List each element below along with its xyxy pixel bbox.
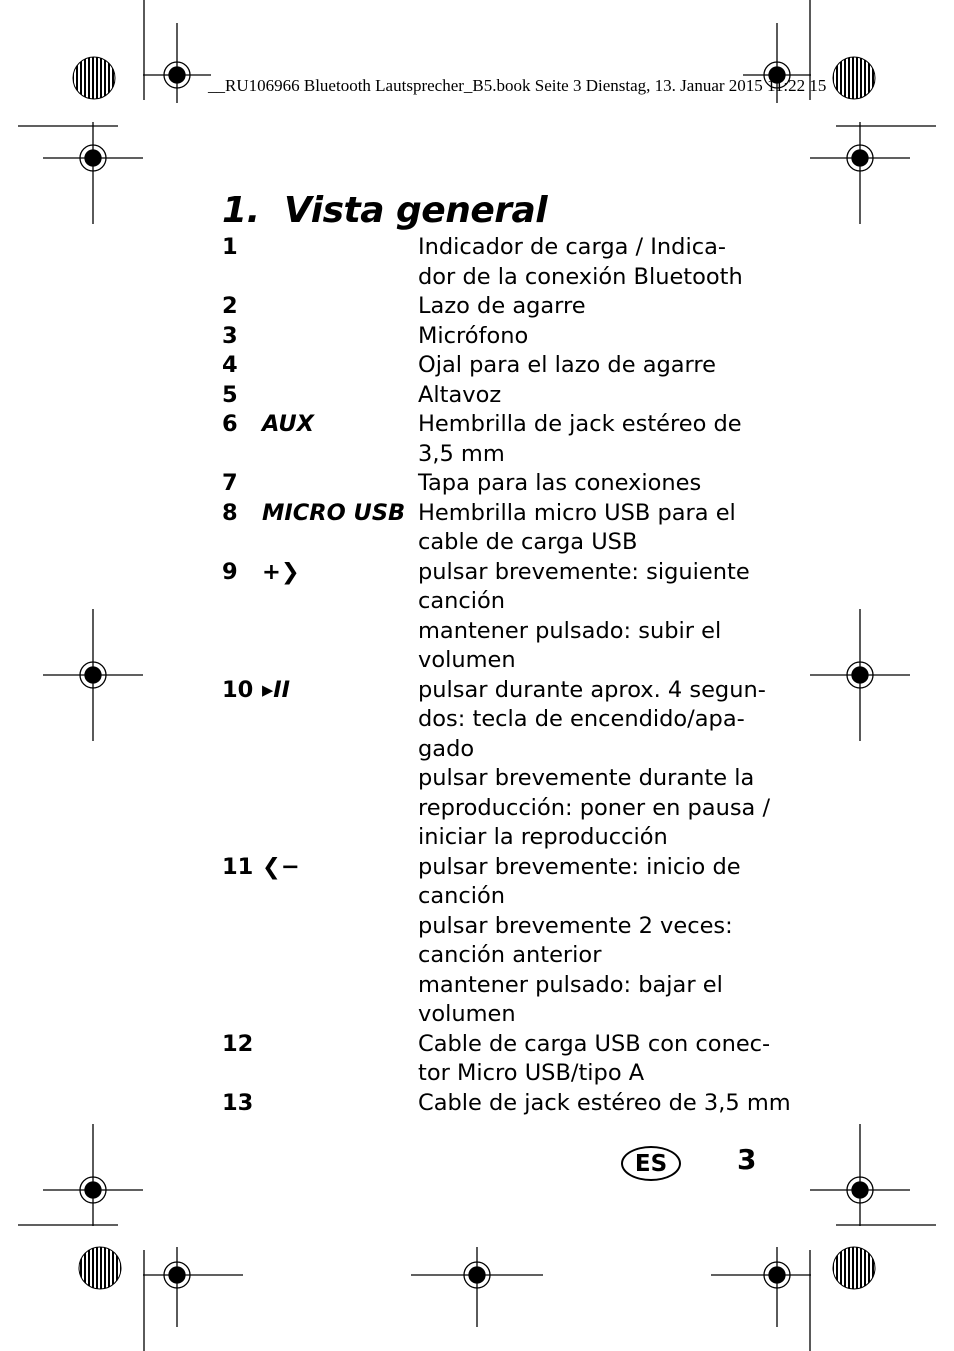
list-item — [222, 322, 762, 352]
item-description — [418, 292, 762, 322]
list-item — [222, 292, 762, 322]
list-item — [222, 853, 762, 1030]
section-number: 1. — [222, 190, 260, 231]
item-symbol — [262, 351, 418, 381]
overview-list — [222, 233, 791, 1118]
item-symbol — [262, 322, 418, 352]
item-symbol: AUX — [262, 411, 315, 437]
description-line: Hembrilla micro USB para el — [418, 499, 736, 526]
item-number: 3 — [222, 322, 238, 349]
description-line: reproducción: poner en pausa / — [418, 794, 771, 821]
description-line: cable de carga USB — [418, 529, 638, 555]
section-title — [222, 190, 547, 231]
item-symbol — [262, 292, 418, 322]
list-item — [222, 1089, 791, 1119]
description-line: pulsar brevemente durante la — [418, 765, 755, 791]
item-symbol: ❮− — [262, 853, 300, 880]
item-description — [418, 233, 762, 292]
list-item — [222, 351, 762, 381]
item-number: 8 — [222, 499, 238, 526]
item-number: 5 — [222, 381, 238, 408]
list-item — [222, 499, 762, 558]
description-line: gado — [418, 735, 475, 762]
description-line: mantener pulsado: subir el — [418, 617, 722, 644]
list-item — [222, 676, 771, 853]
list-item — [222, 410, 762, 469]
list-item — [222, 469, 762, 499]
item-description — [418, 351, 762, 381]
description-line: Tapa para las conexiones — [418, 470, 702, 496]
page-number: 3 — [737, 1143, 757, 1176]
list-item — [222, 381, 762, 411]
description-line: Cable de jack estéreo de 3,5 mm — [418, 1089, 791, 1116]
item-description — [418, 381, 762, 411]
item-description — [418, 499, 762, 558]
item-number: 4 — [222, 352, 238, 378]
description-line: mantener pulsado: bajar el — [418, 971, 723, 998]
list-item — [222, 233, 762, 292]
item-number: 2 — [222, 293, 238, 319]
description-line: pulsar durante aprox. 4 segun- — [418, 676, 766, 703]
item-description — [418, 558, 762, 676]
item-symbol — [262, 469, 418, 499]
item-number: 9 — [222, 558, 238, 585]
item-number: 12 — [222, 1030, 254, 1057]
item-symbol: +❯ — [262, 558, 300, 585]
description-line: volumen — [418, 647, 516, 673]
description-line: Hembrilla de jack estéreo de — [418, 411, 742, 437]
item-number: 13 — [222, 1089, 254, 1116]
item-symbol: MICRO USB — [262, 499, 406, 526]
description-line: Indicador de carga / Indica- — [418, 234, 726, 260]
item-symbol — [262, 233, 418, 292]
item-description — [418, 322, 762, 352]
item-number: 10 — [222, 676, 254, 703]
item-number: 1 — [222, 234, 238, 260]
description-line: canción anterior — [418, 942, 602, 968]
description-line: pulsar brevemente: inicio de — [418, 853, 741, 880]
description-line: volumen — [418, 1001, 516, 1027]
item-symbol — [262, 1030, 418, 1089]
item-description — [418, 469, 762, 499]
description-line: dos: tecla de encendido/apa- — [418, 706, 745, 732]
description-line: 3,5 mm — [418, 440, 505, 467]
item-number: 11 — [222, 853, 254, 880]
item-description — [418, 1030, 770, 1089]
description-line: Lazo de agarre — [418, 293, 586, 319]
item-description — [418, 1089, 791, 1119]
item-description — [418, 853, 762, 1030]
item-symbol — [262, 1089, 418, 1119]
item-description — [418, 676, 770, 853]
item-description — [418, 410, 762, 469]
description-line: Cable de carga USB con conec- — [418, 1030, 771, 1057]
description-line: pulsar brevemente: siguiente — [418, 558, 750, 585]
description-line: Micrófono — [418, 322, 529, 349]
description-line: pulsar brevemente 2 veces: — [418, 912, 733, 939]
description-line: Ojal para el lazo de agarre — [418, 352, 717, 378]
item-number: 6 — [222, 411, 238, 437]
description-line: iniciar la reproducción — [418, 824, 668, 850]
description-line: dor de la conexión Bluetooth — [418, 263, 743, 290]
section-title-text: Vista general — [284, 190, 548, 231]
list-item — [222, 558, 762, 676]
description-line: canción — [418, 588, 506, 614]
item-number: 7 — [222, 470, 238, 496]
description-line: canción — [418, 883, 506, 909]
description-line: tor Micro USB/tipo A — [418, 1060, 645, 1086]
item-symbol — [262, 381, 418, 411]
list-item — [222, 1030, 771, 1089]
description-line: Altavoz — [418, 381, 502, 408]
print-file-header: __RU106966 Bluetooth Lautsprecher_B5.book Seite 3 Dienstag, 13. Januar 2015 11:22 15 — [208, 76, 827, 95]
item-symbol: ▸II — [262, 676, 291, 703]
language-badge: ES — [621, 1146, 681, 1181]
